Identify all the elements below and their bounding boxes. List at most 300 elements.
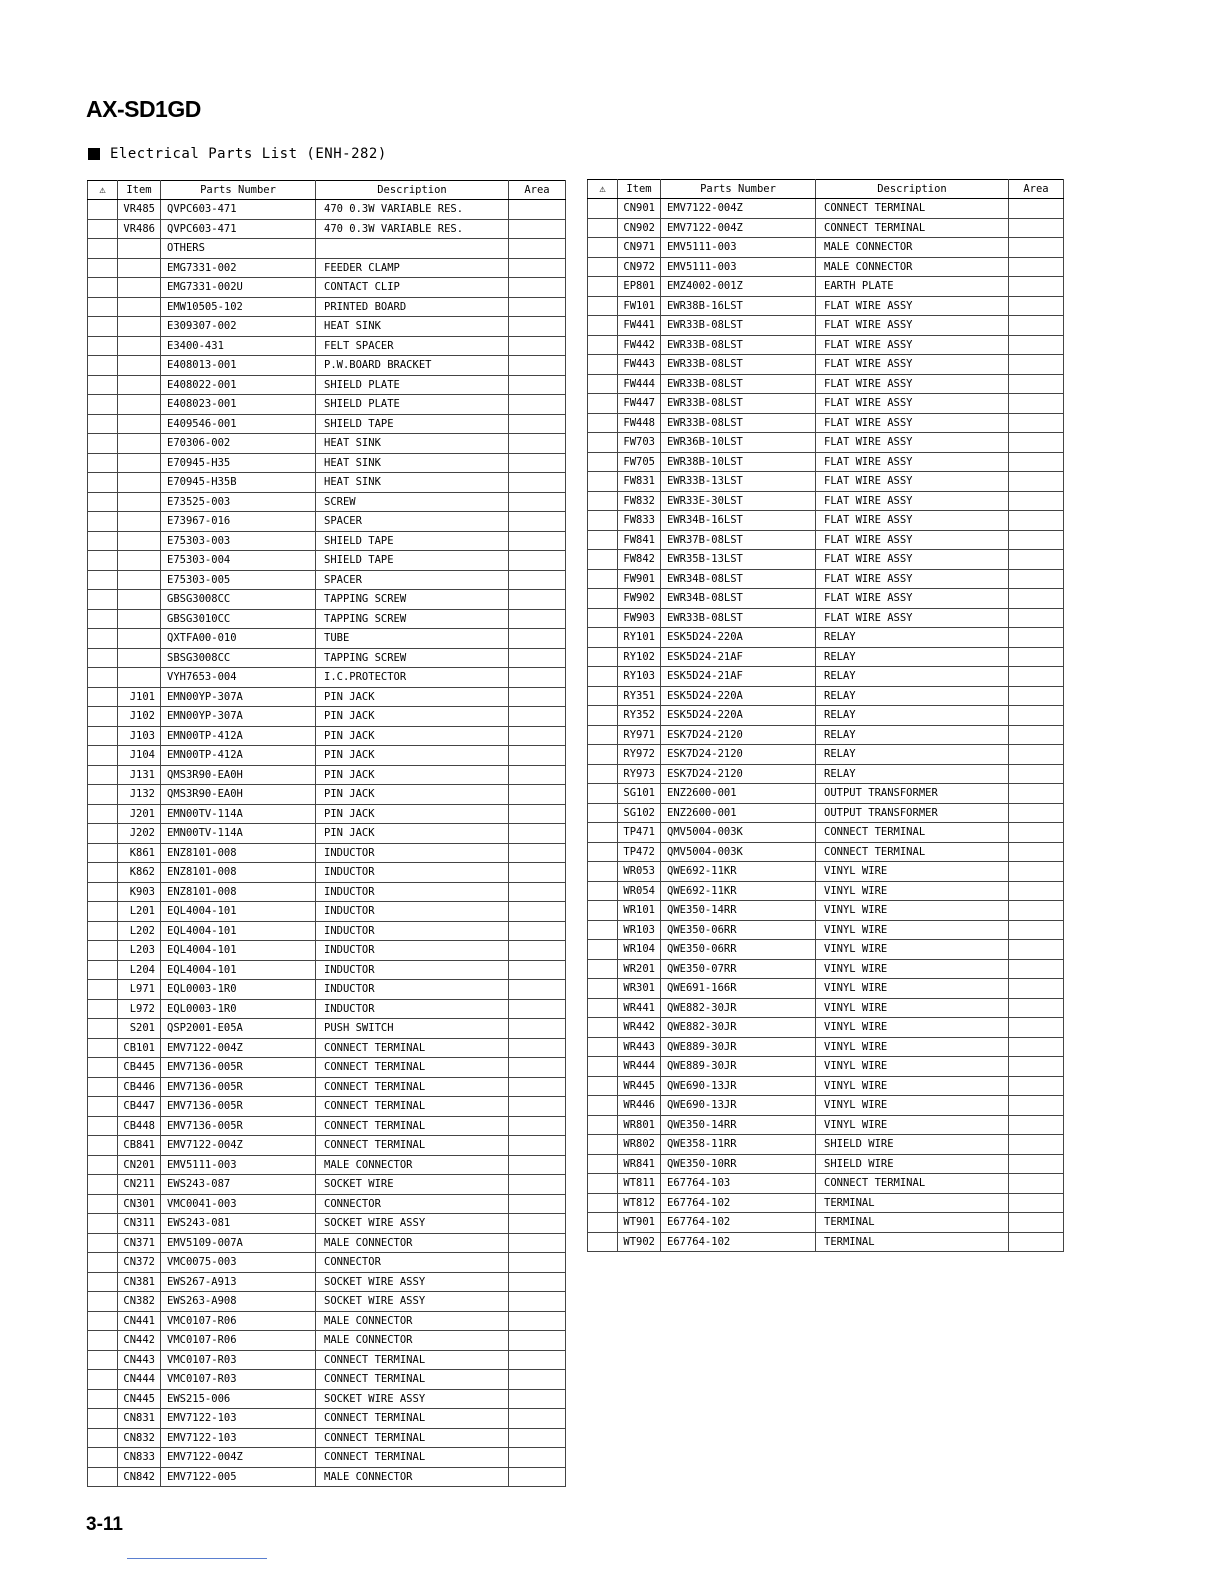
parts-number-cell: ESK5D24-21AF [661, 667, 816, 687]
safety-mark-cell [88, 356, 118, 376]
description-cell: SHIELD PLATE [316, 395, 509, 415]
description-cell: HEAT SINK [316, 473, 509, 493]
table-row [588, 706, 1064, 726]
area-cell [1009, 1213, 1064, 1233]
area-cell [1009, 413, 1064, 433]
description-cell: CONNECT TERMINAL [316, 1058, 509, 1078]
item-cell [118, 278, 161, 298]
item-cell: CB445 [118, 1058, 161, 1078]
table-row [88, 902, 566, 922]
table-row [88, 1116, 566, 1136]
safety-mark-cell [588, 1174, 618, 1194]
item-cell: FW447 [618, 394, 661, 414]
table-row [588, 316, 1064, 336]
parts-number-cell: QVPC603-471 [161, 200, 316, 220]
safety-mark-cell [88, 902, 118, 922]
description-cell: VINYL WIRE [816, 1037, 1009, 1057]
parts-number-cell: QXTFA00-010 [161, 629, 316, 649]
description-cell: SHIELD WIRE [816, 1154, 1009, 1174]
safety-mark-cell [588, 452, 618, 472]
safety-mark-cell [588, 296, 618, 316]
item-cell: L972 [118, 999, 161, 1019]
column-header-description: Description [316, 181, 509, 200]
item-cell: VR485 [118, 200, 161, 220]
area-cell [509, 999, 566, 1019]
parts-number-cell: ESK5D24-220A [661, 628, 816, 648]
item-cell: CN444 [118, 1370, 161, 1390]
description-cell: FLAT WIRE ASSY [816, 355, 1009, 375]
table-row [88, 336, 566, 356]
description-cell: SHIELD WIRE [816, 1135, 1009, 1155]
description-cell: MALE CONNECTOR [816, 238, 1009, 258]
area-cell [509, 648, 566, 668]
area-cell [1009, 491, 1064, 511]
description-cell: RELAY [816, 667, 1009, 687]
table-row [588, 1096, 1064, 1116]
table-header-row [588, 180, 1064, 199]
table-row [588, 667, 1064, 687]
description-cell: FLAT WIRE ASSY [816, 452, 1009, 472]
item-cell: WT812 [618, 1193, 661, 1213]
description-cell: INDUCTOR [316, 843, 509, 863]
safety-mark-cell [588, 550, 618, 570]
item-cell: L204 [118, 960, 161, 980]
description-cell: INDUCTOR [316, 863, 509, 883]
description-cell: VINYL WIRE [816, 920, 1009, 940]
item-cell: VR486 [118, 219, 161, 239]
item-cell: SG101 [618, 784, 661, 804]
table-row [88, 258, 566, 278]
item-cell [118, 629, 161, 649]
area-cell [1009, 706, 1064, 726]
description-cell: FLAT WIRE ASSY [816, 491, 1009, 511]
item-cell: WR443 [618, 1037, 661, 1057]
parts-number-cell: EWR33E-30LST [661, 491, 816, 511]
description-cell: VINYL WIRE [816, 1057, 1009, 1077]
safety-mark-cell [88, 1019, 118, 1039]
description-cell: SHIELD TAPE [316, 551, 509, 571]
table-row [88, 434, 566, 454]
area-cell [1009, 647, 1064, 667]
description-cell: INDUCTOR [316, 999, 509, 1019]
area-cell [509, 726, 566, 746]
item-cell: FW448 [618, 413, 661, 433]
safety-mark-cell [588, 433, 618, 453]
table-row [88, 1233, 566, 1253]
item-cell: CN301 [118, 1194, 161, 1214]
item-cell [118, 570, 161, 590]
description-cell: FLAT WIRE ASSY [816, 394, 1009, 414]
parts-number-cell: EQL4004-101 [161, 941, 316, 961]
safety-mark-cell [88, 941, 118, 961]
parts-number-cell: QWE882-30JR [661, 1018, 816, 1038]
description-cell: TAPPING SCREW [316, 590, 509, 610]
area-cell [1009, 1057, 1064, 1077]
parts-number-cell: EWR33B-08LST [661, 413, 816, 433]
description-cell: RELAY [816, 764, 1009, 784]
area-cell [1009, 998, 1064, 1018]
table-row [588, 569, 1064, 589]
description-cell: P.W.BOARD BRACKET [316, 356, 509, 376]
description-cell: FLAT WIRE ASSY [816, 296, 1009, 316]
item-cell [118, 609, 161, 629]
area-cell [1009, 764, 1064, 784]
table-row [88, 843, 566, 863]
description-cell: RELAY [816, 686, 1009, 706]
parts-number-cell: E67764-102 [661, 1232, 816, 1252]
parts-number-cell: EMG7331-002U [161, 278, 316, 298]
description-cell: PIN JACK [316, 746, 509, 766]
column-header-parts-number: Parts Number [161, 181, 316, 200]
safety-mark-cell [88, 921, 118, 941]
safety-mark-cell [88, 1194, 118, 1214]
item-cell: L971 [118, 980, 161, 1000]
table-row [588, 491, 1064, 511]
area-cell [1009, 608, 1064, 628]
parts-number-cell: QVPC603-471 [161, 219, 316, 239]
safety-warning-icon: ⚠ [88, 181, 118, 200]
safety-mark-cell [88, 297, 118, 317]
description-cell: HEAT SINK [316, 453, 509, 473]
area-cell [509, 395, 566, 415]
table-row [588, 862, 1064, 882]
table-row [88, 1077, 566, 1097]
parts-number-cell: EQL0003-1R0 [161, 980, 316, 1000]
parts-number-cell: EMV7122-004Z [161, 1038, 316, 1058]
safety-mark-cell [588, 199, 618, 219]
safety-mark-cell [588, 901, 618, 921]
area-cell [509, 960, 566, 980]
table-row [588, 608, 1064, 628]
parts-number-cell: EMZ4002-001Z [661, 277, 816, 297]
safety-mark-cell [88, 1058, 118, 1078]
area-cell [1009, 979, 1064, 999]
parts-number-cell: ENZ2600-001 [661, 803, 816, 823]
safety-mark-cell [88, 1370, 118, 1390]
table-row [588, 686, 1064, 706]
safety-mark-cell [588, 491, 618, 511]
safety-mark-cell [588, 979, 618, 999]
safety-mark-cell [88, 219, 118, 239]
area-cell [1009, 569, 1064, 589]
description-cell: VINYL WIRE [816, 881, 1009, 901]
table-row [88, 1311, 566, 1331]
parts-number-cell: ESK7D24-2120 [661, 764, 816, 784]
item-cell: CN371 [118, 1233, 161, 1253]
parts-number-cell: VMC0107-R03 [161, 1350, 316, 1370]
description-cell: FLAT WIRE ASSY [816, 413, 1009, 433]
area-cell [509, 804, 566, 824]
description-cell: FELT SPACER [316, 336, 509, 356]
description-cell: FLAT WIRE ASSY [816, 374, 1009, 394]
safety-mark-cell [88, 1389, 118, 1409]
parts-number-cell: VMC0107-R06 [161, 1331, 316, 1351]
table-row [588, 1057, 1064, 1077]
description-cell: MALE CONNECTOR [316, 1331, 509, 1351]
area-cell [509, 512, 566, 532]
item-cell: L201 [118, 902, 161, 922]
area-cell [509, 375, 566, 395]
area-cell [509, 1116, 566, 1136]
parts-number-cell: ESK5D24-21AF [661, 647, 816, 667]
area-cell [509, 1233, 566, 1253]
parts-table-left [87, 180, 566, 1487]
safety-mark-cell [88, 375, 118, 395]
description-cell: VINYL WIRE [816, 1018, 1009, 1038]
safety-mark-cell [588, 1076, 618, 1096]
safety-mark-cell [588, 803, 618, 823]
parts-number-cell: EQL4004-101 [161, 960, 316, 980]
safety-mark-cell [88, 1116, 118, 1136]
safety-mark-cell [88, 551, 118, 571]
safety-mark-cell [588, 998, 618, 1018]
parts-number-cell: EMN00TP-412A [161, 746, 316, 766]
safety-mark-cell [88, 1253, 118, 1273]
parts-number-cell: EMV5109-007A [161, 1233, 316, 1253]
table-row [588, 647, 1064, 667]
item-cell: RY103 [618, 667, 661, 687]
parts-number-cell: QMV5004-003K [661, 842, 816, 862]
table-row [88, 200, 566, 220]
item-cell: CN442 [118, 1331, 161, 1351]
description-cell: CONNECT TERMINAL [816, 199, 1009, 219]
safety-mark-cell [88, 258, 118, 278]
table-header-row [88, 181, 566, 200]
safety-mark-cell [88, 1448, 118, 1468]
description-cell: INDUCTOR [316, 882, 509, 902]
item-cell: WR053 [618, 862, 661, 882]
area-cell [509, 1448, 566, 1468]
description-cell: SOCKET WIRE ASSY [316, 1292, 509, 1312]
safety-mark-cell [588, 862, 618, 882]
parts-number-cell: VMC0075-003 [161, 1253, 316, 1273]
description-cell: MALE CONNECTOR [316, 1311, 509, 1331]
parts-number-cell: QWE889-30JR [661, 1057, 816, 1077]
item-cell: WR301 [618, 979, 661, 999]
parts-number-cell: ESK7D24-2120 [661, 745, 816, 765]
item-cell: CN311 [118, 1214, 161, 1234]
safety-mark-cell [88, 960, 118, 980]
table-row [588, 511, 1064, 531]
parts-number-cell: VMC0041-003 [161, 1194, 316, 1214]
parts-number-cell: EWS215-006 [161, 1389, 316, 1409]
item-cell [118, 258, 161, 278]
description-cell: CONNECT TERMINAL [316, 1350, 509, 1370]
area-cell [509, 317, 566, 337]
table-row [588, 374, 1064, 394]
safety-mark-cell [88, 453, 118, 473]
safety-mark-cell [88, 395, 118, 415]
item-cell: CB101 [118, 1038, 161, 1058]
item-cell: WT811 [618, 1174, 661, 1194]
model-title: AX-SD1GD [86, 96, 201, 122]
item-cell: K861 [118, 843, 161, 863]
area-cell [509, 980, 566, 1000]
parts-number-cell: EWR38B-10LST [661, 452, 816, 472]
description-cell: PIN JACK [316, 785, 509, 805]
safety-mark-cell [588, 257, 618, 277]
parts-number-cell: EMV7122-004Z [661, 218, 816, 238]
safety-mark-cell [88, 746, 118, 766]
description-cell: PIN JACK [316, 726, 509, 746]
item-cell: CN372 [118, 1253, 161, 1273]
description-cell: SOCKET WIRE ASSY [316, 1389, 509, 1409]
description-cell: CONNECTOR [316, 1253, 509, 1273]
parts-number-cell: EMV7136-005R [161, 1077, 316, 1097]
safety-mark-cell [588, 920, 618, 940]
table-row [88, 1409, 566, 1429]
parts-number-cell: EMV5111-003 [661, 238, 816, 258]
item-cell: WR101 [618, 901, 661, 921]
area-cell [509, 1331, 566, 1351]
description-cell: TERMINAL [816, 1193, 1009, 1213]
table-row [88, 999, 566, 1019]
item-cell: WR802 [618, 1135, 661, 1155]
parts-number-cell: EMV5111-003 [161, 1155, 316, 1175]
area-cell [509, 687, 566, 707]
safety-mark-cell [588, 823, 618, 843]
item-cell: WR054 [618, 881, 661, 901]
description-cell: SOCKET WIRE ASSY [316, 1214, 509, 1234]
description-cell: PIN JACK [316, 687, 509, 707]
item-cell: RY352 [618, 706, 661, 726]
safety-mark-cell [588, 569, 618, 589]
item-cell: CN972 [618, 257, 661, 277]
table-row [588, 238, 1064, 258]
area-cell [509, 921, 566, 941]
item-cell: RY102 [618, 647, 661, 667]
safety-warning-icon: ⚠ [588, 180, 618, 199]
description-cell: OUTPUT TRANSFORMER [816, 803, 1009, 823]
description-cell: SOCKET WIRE ASSY [316, 1272, 509, 1292]
item-cell: J201 [118, 804, 161, 824]
area-cell [1009, 862, 1064, 882]
area-cell [1009, 1115, 1064, 1135]
safety-mark-cell [88, 1175, 118, 1195]
area-cell [1009, 374, 1064, 394]
safety-mark-cell [88, 609, 118, 629]
safety-mark-cell [88, 278, 118, 298]
item-cell: CN902 [618, 218, 661, 238]
parts-number-cell: E409546-001 [161, 414, 316, 434]
area-cell [509, 1409, 566, 1429]
safety-mark-cell [588, 706, 618, 726]
description-cell: CONNECTOR [316, 1194, 509, 1214]
description-cell: VINYL WIRE [816, 940, 1009, 960]
parts-number-cell: EMN00TP-412A [161, 726, 316, 746]
safety-mark-cell [588, 725, 618, 745]
table-row [88, 1467, 566, 1487]
table-row [588, 1037, 1064, 1057]
description-cell: CONNECT TERMINAL [316, 1077, 509, 1097]
safety-mark-cell [588, 413, 618, 433]
description-cell: RELAY [816, 647, 1009, 667]
parts-number-cell: ESK7D24-2120 [661, 725, 816, 745]
parts-number-cell: EMW10505-102 [161, 297, 316, 317]
section-title-text: Electrical Parts List (ENH-282) [110, 146, 387, 162]
table-row [88, 785, 566, 805]
safety-mark-cell [88, 512, 118, 532]
parts-number-cell: E73967-016 [161, 512, 316, 532]
description-cell: PUSH SWITCH [316, 1019, 509, 1039]
area-cell [509, 200, 566, 220]
area-cell [1009, 238, 1064, 258]
area-cell [1009, 1232, 1064, 1252]
table-row [88, 317, 566, 337]
table-row [88, 1155, 566, 1175]
safety-mark-cell [88, 1292, 118, 1312]
parts-number-cell: EMV7122-103 [161, 1409, 316, 1429]
description-cell: FEEDER CLAMP [316, 258, 509, 278]
item-cell: CN211 [118, 1175, 161, 1195]
description-cell: I.C.PROTECTOR [316, 668, 509, 688]
item-cell: FW705 [618, 452, 661, 472]
description-cell: MALE CONNECTOR [816, 257, 1009, 277]
table-row [588, 1115, 1064, 1135]
table-row [588, 1232, 1064, 1252]
safety-mark-cell [88, 1038, 118, 1058]
area-cell [509, 1194, 566, 1214]
description-cell: INDUCTOR [316, 960, 509, 980]
area-cell [509, 1428, 566, 1448]
item-cell: FW831 [618, 472, 661, 492]
area-cell [1009, 433, 1064, 453]
safety-mark-cell [88, 414, 118, 434]
description-cell: CONNECT TERMINAL [316, 1038, 509, 1058]
description-cell: CONTACT CLIP [316, 278, 509, 298]
safety-mark-cell [588, 218, 618, 238]
item-cell: FW442 [618, 335, 661, 355]
safety-mark-cell [588, 472, 618, 492]
description-cell: RELAY [816, 745, 1009, 765]
description-cell: FLAT WIRE ASSY [816, 608, 1009, 628]
item-cell: CB446 [118, 1077, 161, 1097]
item-cell: WR201 [618, 959, 661, 979]
safety-mark-cell [88, 785, 118, 805]
area-cell [1009, 394, 1064, 414]
area-cell [509, 1311, 566, 1331]
description-cell: VINYL WIRE [816, 1076, 1009, 1096]
area-cell [1009, 1135, 1064, 1155]
parts-number-cell: EMV7122-005 [161, 1467, 316, 1487]
parts-number-cell: EWR33B-08LST [661, 374, 816, 394]
area-cell [1009, 335, 1064, 355]
area-cell [509, 882, 566, 902]
column-header-description: Description [816, 180, 1009, 199]
safety-mark-cell [588, 940, 618, 960]
table-row [88, 1058, 566, 1078]
safety-mark-cell [588, 1193, 618, 1213]
table-row [88, 551, 566, 571]
description-cell: CONNECT TERMINAL [816, 1174, 1009, 1194]
parts-number-cell: QWE692-11KR [661, 881, 816, 901]
description-cell: VINYL WIRE [816, 862, 1009, 882]
area-cell [509, 1175, 566, 1195]
safety-mark-cell [588, 238, 618, 258]
item-cell: TP472 [618, 842, 661, 862]
area-cell [509, 473, 566, 493]
description-cell: RELAY [816, 628, 1009, 648]
description-cell: VINYL WIRE [816, 998, 1009, 1018]
safety-mark-cell [588, 1057, 618, 1077]
table-row [588, 1213, 1064, 1233]
item-cell [118, 239, 161, 259]
item-cell: FW443 [618, 355, 661, 375]
safety-mark-cell [588, 511, 618, 531]
table-row [588, 823, 1064, 843]
parts-number-cell: EMG7331-002 [161, 258, 316, 278]
table-row [588, 1154, 1064, 1174]
